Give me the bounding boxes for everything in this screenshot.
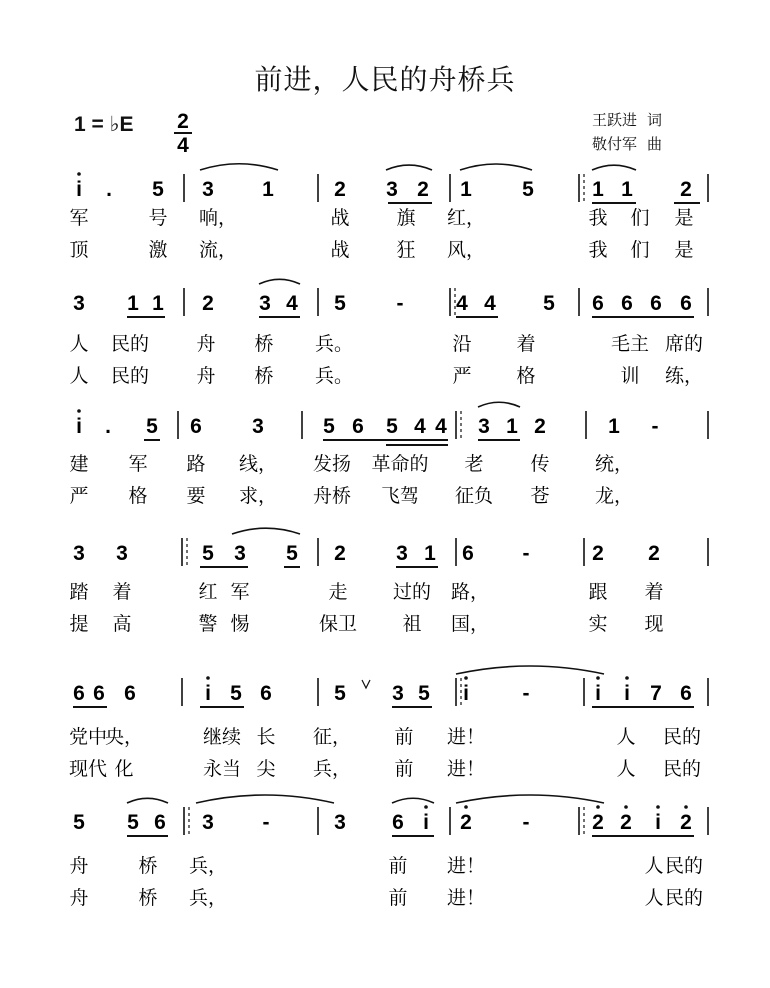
lyric-verse2: 流， [198, 239, 238, 261]
slur [460, 164, 532, 170]
note: 1 [262, 178, 274, 201]
system-4 [69, 528, 708, 635]
lyric-verse1: 席的 [664, 333, 704, 355]
note: 3 [202, 811, 214, 834]
lyric-verse2: 战 [330, 239, 350, 261]
lyric-verse1: 传 [530, 453, 550, 475]
lyric-verse2: 是 [674, 239, 694, 261]
lyric-verse1: 央， [104, 726, 144, 748]
lyric-verse1: 征， [312, 726, 352, 748]
note: - [651, 415, 659, 438]
lyric-verse2: 现 [644, 613, 664, 635]
note: 5 [202, 542, 214, 565]
slur [386, 165, 432, 170]
lyric-verse1: 着 [112, 581, 132, 603]
system-5 [69, 666, 708, 780]
system-2 [69, 279, 708, 387]
lyric-verse2: 惕 [230, 613, 250, 635]
note: 2 [680, 811, 692, 834]
lyric-verse1: 着 [516, 333, 536, 355]
lyric-verse1: 跟 [588, 581, 608, 603]
lyric-verse1: 老 [464, 453, 484, 475]
lyric-verse2: 兵。 [314, 365, 354, 387]
lyric-verse2: 激 [148, 239, 168, 261]
note: . [105, 415, 111, 438]
note: 3 [202, 178, 214, 201]
octave-dot [625, 676, 629, 680]
lyric-verse1: 人 [644, 855, 664, 877]
lyric-verse1: 统， [594, 453, 634, 475]
octave-dot [464, 805, 468, 809]
note: 3 [73, 292, 85, 315]
lyric-verse2: 练， [664, 365, 704, 387]
note: 6 [124, 682, 136, 705]
note: i [423, 811, 429, 834]
note: 3 [116, 542, 128, 565]
note: 1 [127, 292, 139, 315]
octave-dot [424, 805, 428, 809]
note: 5 [152, 178, 164, 201]
note: 2 [592, 542, 604, 565]
note: 6 [680, 292, 692, 315]
lyric-verse1: 毛主 [610, 333, 650, 355]
lyric-verse2: 现代 [68, 758, 108, 780]
note: 5 [334, 682, 346, 705]
lyric-verse2: 警 [198, 613, 218, 635]
lyric-verse1: 红 [198, 581, 218, 603]
slur [200, 164, 278, 170]
note: i [463, 682, 469, 705]
lyric-verse1: 兵。 [314, 333, 354, 355]
note: . [106, 178, 112, 201]
octave-dot [624, 805, 628, 809]
system-1 [69, 164, 708, 261]
lyric-verse1: 桥 [254, 333, 274, 355]
lyric-verse1: 革命的 [371, 453, 429, 475]
lyric-verse2: 要 [186, 485, 206, 507]
lyric-verse2: 民的 [110, 365, 150, 387]
octave-dot [596, 805, 600, 809]
note: 4 [414, 415, 426, 438]
lyric-verse1: 人 [69, 333, 89, 355]
note: 1 [460, 178, 472, 201]
lyric-verse1: 沿 [452, 333, 472, 355]
note: 3 [396, 542, 408, 565]
lyric-verse2: 我 [588, 239, 608, 261]
lyric-verse1: 线， [238, 453, 278, 475]
lyric-verse1: 进！ [446, 855, 486, 877]
lyric-verse1: 军 [69, 207, 89, 229]
note: 2 [680, 178, 692, 201]
note: 1 [424, 542, 436, 565]
note: 2 [417, 178, 429, 201]
note: 3 [73, 542, 85, 565]
note: 3 [392, 682, 404, 705]
lyric-verse1: 舟 [69, 855, 89, 877]
lyric-verse2: 征负 [454, 485, 494, 507]
note: 6 [680, 682, 692, 705]
note: i [655, 811, 661, 834]
lyric-verse2: 化 [114, 758, 134, 780]
note: 4 [435, 415, 447, 438]
note: 2 [202, 292, 214, 315]
lyric-verse2: 格 [128, 485, 148, 507]
note: 2 [620, 811, 632, 834]
octave-dot [596, 676, 600, 680]
note: 3 [234, 542, 246, 565]
song-title: 前进，人民的舟桥兵 [254, 63, 516, 96]
octave-dot [656, 805, 660, 809]
system-3 [69, 402, 708, 507]
composer-name: 敬付军 [592, 135, 638, 153]
lyric-verse2: 前 [394, 758, 414, 780]
slur [456, 795, 604, 803]
lyric-verse1: 战 [330, 207, 350, 229]
lyric-verse1: 兵， [188, 855, 228, 877]
note: i [76, 178, 82, 201]
note: 2 [648, 542, 660, 565]
note: 6 [260, 682, 272, 705]
note: 6 [73, 682, 85, 705]
slur [259, 279, 300, 284]
note: - [262, 811, 270, 834]
note: - [522, 811, 530, 834]
slur [392, 798, 434, 803]
slur [592, 165, 636, 170]
slur [196, 795, 334, 803]
note: 2 [334, 178, 346, 201]
note: 6 [190, 415, 202, 438]
lyric-verse2: 严 [69, 485, 89, 507]
slur [456, 666, 604, 674]
note: - [522, 542, 530, 565]
lyric-verse2: 舟 [196, 365, 216, 387]
note: 3 [252, 415, 264, 438]
lyric-verse1: 民的 [662, 726, 702, 748]
lyric-verse2: 求， [238, 485, 278, 507]
note: 6 [154, 811, 166, 834]
lyric-verse2: 严 [452, 365, 472, 387]
lyric-verse1: 民的 [110, 333, 150, 355]
lyric-verse2: 风， [446, 239, 486, 261]
lyric-verse2: 人 [69, 365, 89, 387]
note: i [595, 682, 601, 705]
lyric-verse1: 响， [198, 207, 238, 229]
lyric-verse2: 人 [644, 887, 664, 909]
note: 5 [73, 811, 85, 834]
octave-dot [206, 676, 210, 680]
note: 6 [621, 292, 633, 315]
lyric-verse1: 党中 [68, 726, 108, 748]
lyric-verse1: 军 [128, 453, 148, 475]
note: 1 [608, 415, 620, 438]
lyric-verse2: 舟 [69, 887, 89, 909]
note: 6 [592, 292, 604, 315]
lyric-verse2: 们 [630, 239, 650, 261]
lyric-verse2: 苍 [530, 485, 550, 507]
octave-dot [684, 805, 688, 809]
note: 6 [650, 292, 662, 315]
note: 3 [478, 415, 490, 438]
note: 3 [259, 292, 271, 315]
lyric-verse1: 旗 [396, 207, 416, 229]
lyric-verse1: 号 [148, 207, 168, 229]
lyric-verse2: 实 [588, 613, 608, 635]
lyric-verse2: 顶 [69, 239, 89, 261]
note: 4 [456, 292, 468, 315]
lyric-verse1: 军 [230, 581, 250, 603]
lyric-verse1: 人 [616, 726, 636, 748]
lyric-verse1: 长 [256, 726, 276, 748]
note: 5 [230, 682, 242, 705]
note: 2 [460, 811, 472, 834]
note: - [522, 682, 530, 705]
lyric-verse1: 走 [328, 581, 348, 603]
note: 1 [506, 415, 518, 438]
lyric-verse2: 民的 [662, 758, 702, 780]
note: 5 [323, 415, 335, 438]
time-signature-numerator: 2 [177, 110, 189, 133]
note: 3 [386, 178, 398, 201]
lyric-verse2: 飞驾 [380, 485, 420, 507]
key-text: 1 = ♭E [74, 113, 134, 136]
lyricist-name: 王跃进 [592, 111, 638, 129]
lyric-verse2: 进！ [446, 887, 486, 909]
lyric-verse2: 龙， [594, 485, 634, 507]
lyric-verse1: 路， [450, 581, 490, 603]
lyric-verse2: 人 [616, 758, 636, 780]
lyric-verse2: 民的 [664, 887, 704, 909]
lyricist-role: 词 [647, 111, 663, 129]
note: 6 [93, 682, 105, 705]
lyric-verse1: 进！ [446, 726, 486, 748]
note: i [205, 682, 211, 705]
slur [232, 528, 300, 534]
lyric-verse2: 保卫 [318, 613, 358, 635]
lyric-verse2: 桥 [254, 365, 274, 387]
note: 4 [286, 292, 298, 315]
lyric-verse1: 建 [69, 453, 89, 475]
note: 5 [522, 178, 534, 201]
lyric-verse1: 着 [644, 581, 664, 603]
lyric-verse1: 踏 [69, 581, 89, 603]
note: 2 [534, 415, 546, 438]
slur [127, 798, 168, 803]
note: 5 [127, 811, 139, 834]
lyric-verse1: 路 [186, 453, 206, 475]
note: 2 [592, 811, 604, 834]
system-6 [69, 795, 708, 909]
lyric-verse2: 训 [620, 365, 640, 387]
lyric-verse1: 民的 [664, 855, 704, 877]
note: i [76, 415, 82, 438]
note: 1 [621, 178, 633, 201]
note: 5 [286, 542, 298, 565]
lyric-verse2: 舟桥 [312, 485, 352, 507]
time-signature-denominator: 4 [177, 134, 189, 157]
octave-dot [77, 409, 81, 413]
note: 6 [462, 542, 474, 565]
lyric-verse2: 兵， [312, 758, 352, 780]
lyric-verse1: 们 [630, 207, 650, 229]
lyric-verse2: 高 [112, 613, 132, 635]
lyric-verse1: 发扬 [312, 453, 352, 475]
lyric-verse2: 前 [388, 887, 408, 909]
lyric-verse1: 前 [388, 855, 408, 877]
lyric-verse1: 是 [674, 207, 694, 229]
note: 3 [334, 811, 346, 834]
lyric-verse1: 桥 [138, 855, 158, 877]
lyric-verse1: 前 [394, 726, 414, 748]
lyric-verse2: 兵， [188, 887, 228, 909]
lyric-verse1: 红， [446, 207, 486, 229]
composer-role: 曲 [647, 135, 663, 153]
note: 5 [146, 415, 158, 438]
lyric-verse2: 永当 [202, 758, 242, 780]
note: 4 [484, 292, 496, 315]
lyric-verse1: 过的 [392, 581, 432, 603]
note: i [624, 682, 630, 705]
octave-dot [464, 676, 468, 680]
note: 7 [650, 682, 662, 705]
breath-mark [362, 680, 370, 688]
octave-dot [77, 172, 81, 176]
note: 2 [334, 542, 346, 565]
note: 5 [386, 415, 398, 438]
note: - [396, 292, 404, 315]
note: 6 [352, 415, 364, 438]
lyric-verse1: 舟 [196, 333, 216, 355]
lyric-verse1: 我 [588, 207, 608, 229]
note: 1 [152, 292, 164, 315]
lyric-verse2: 国， [450, 613, 490, 635]
note: 5 [418, 682, 430, 705]
lyric-verse2: 祖 [402, 613, 422, 635]
lyric-verse2: 格 [516, 365, 536, 387]
note: 5 [543, 292, 555, 315]
lyric-verse2: 进！ [446, 758, 486, 780]
lyric-verse1: 继续 [202, 726, 242, 748]
note: 6 [392, 811, 404, 834]
slur [478, 402, 520, 407]
note: 1 [592, 178, 604, 201]
lyric-verse2: 狂 [396, 239, 416, 261]
note: 5 [334, 292, 346, 315]
lyric-verse2: 尖 [256, 758, 276, 780]
lyric-verse2: 提 [69, 613, 89, 635]
lyric-verse2: 桥 [138, 887, 158, 909]
